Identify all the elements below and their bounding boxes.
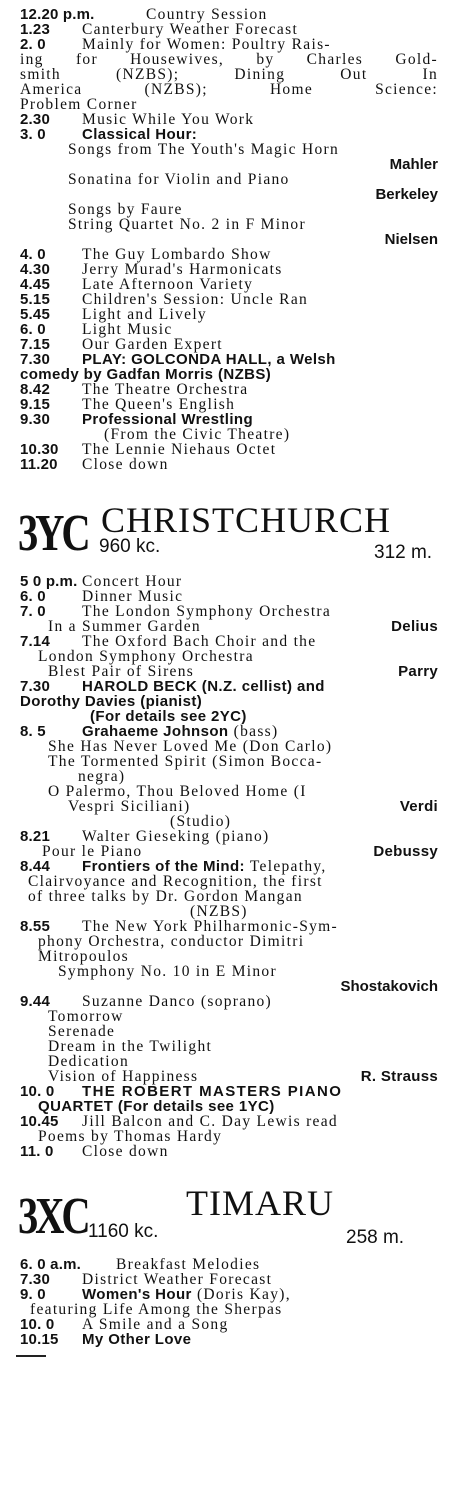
program-line: phony Orchestra, conductor Dimitri (38, 933, 305, 950)
work-line: Dream in the Twilight (48, 1038, 213, 1055)
program-entry: 8.44 Frontiers of the Mind: Telepathy, Clairvoyance and Recognition, the first of three talks by Dr. Gordon Mangan (NZBS) (20, 859, 438, 919)
station-frequency: 960 kc. (99, 536, 161, 557)
program-title: A Smile and a Song (82, 1316, 229, 1333)
program-entry (20, 1144, 438, 1159)
work-title: Symphony No. 10 in E Minor (58, 963, 277, 980)
program-entry (20, 292, 438, 307)
program-title: Canterbury Weather Forecast (82, 21, 299, 38)
program-entry (20, 277, 438, 292)
program-entry (20, 724, 438, 829)
program-entry (20, 247, 438, 262)
station-header-3xc (18, 1183, 438, 1253)
program-title: Country Session (146, 6, 268, 23)
program-entry (20, 202, 438, 217)
program-title: THE ROBERT MASTERS PIANO (82, 1083, 343, 1100)
program-title: Jill Balcon and C. Day Lewis read (82, 1113, 338, 1130)
time: 10. 0 (20, 1083, 55, 1100)
time: 1.23 (20, 21, 50, 38)
program-entry (20, 604, 438, 634)
program-title: Mainly for Women: Poultry Rais- (82, 36, 331, 53)
program-listing-top (0, 0, 451, 472)
program-entry (20, 22, 438, 37)
work-note: (Studio) (170, 813, 232, 830)
time: 4. 0 (20, 246, 46, 263)
program-entry (20, 1317, 438, 1332)
time: 7.14 (20, 633, 50, 650)
work-line (20, 664, 438, 679)
program-entry (20, 1272, 438, 1287)
station-call-sign: 3YC (18, 505, 88, 562)
program-title: The Guy Lombardo Show (82, 246, 272, 263)
program-line: comedy by Gadfan Morris (NZBS) (20, 366, 272, 383)
program-entry (20, 1257, 438, 1272)
program-title: The Lennie Niehaus Octet (82, 441, 277, 458)
work-line: O Palermo, Thou Beloved Home (I (48, 783, 307, 800)
program-line: America (NZBS); Home Science: (20, 81, 438, 98)
time: 9.30 (20, 411, 50, 428)
performer: Grahaeme Johnson (82, 723, 229, 740)
program-entry (20, 322, 438, 337)
station-wavelength: 312 m. (374, 542, 433, 563)
program-line: smith (NZBS); Dining Out In (20, 66, 438, 83)
time: 5.15 (20, 291, 50, 308)
program-entry (20, 457, 438, 472)
program-title: My Other Love (82, 1331, 192, 1348)
time: 10. 0 (20, 1316, 55, 1333)
program-title: Late Afternoon Variety (82, 276, 254, 293)
program-entry (20, 679, 438, 724)
time: 6. 0 (20, 588, 46, 605)
program-title: District Weather Forecast (82, 1271, 273, 1288)
program-title: Children's Session: Uncle Ran (82, 291, 309, 308)
work-title: Sonatina for Violin and Piano (68, 171, 290, 188)
program-title: Close down (82, 456, 169, 473)
performer-note: (bass) (228, 723, 279, 740)
program-entry (20, 1084, 438, 1114)
program-title: Light Music (82, 321, 173, 338)
program-entry (20, 112, 438, 127)
program-title: The Theatre Orchestra (82, 381, 249, 398)
program-entry (20, 574, 438, 589)
station-city: TIMARU (186, 1183, 334, 1223)
work-line: Vision of Happiness R. Strauss (48, 1068, 438, 1085)
program-entry (20, 994, 438, 1084)
program-title: PLAY: GOLCONDA HALL, a Welsh (82, 351, 336, 368)
program-line: (NZBS) (190, 903, 248, 920)
time: 2.30 (20, 111, 50, 128)
time: 10.30 (20, 441, 59, 458)
program-entry (20, 127, 438, 142)
program-title: Our Garden Expert (82, 336, 223, 353)
program-line: London Symphony Orchestra (38, 648, 254, 665)
program-title: The Oxford Bach Choir and the (82, 633, 317, 650)
composer: Debussy (373, 843, 438, 860)
time: 10.15 (20, 1331, 59, 1348)
time: 3. 0 (20, 126, 46, 143)
station-call-sign: 3XC (18, 1188, 88, 1245)
program-entry (20, 262, 438, 277)
composer: Verdi (399, 798, 438, 815)
composer: Shostakovich (340, 978, 438, 995)
program-title: Suzanne Danco (soprano) (82, 993, 273, 1010)
program-title: Breakfast Melodies (116, 1256, 261, 1273)
program-entry (20, 37, 438, 112)
program-entry (20, 634, 438, 679)
time: 4.30 (20, 261, 50, 278)
time: 6. 0 (20, 321, 46, 338)
work-title: Songs by Faure (68, 201, 183, 218)
program-title: The London Symphony Orchestra (82, 603, 332, 620)
composer: R. Strauss (360, 1068, 438, 1085)
program-line: Mitropoulos (38, 948, 129, 965)
work-line: Vespri Siciliani) Verdi (68, 798, 438, 815)
program-title: Concert Hour (82, 573, 183, 590)
work-line (20, 619, 438, 634)
program-entry (20, 442, 438, 457)
program-title: Light and Lively (82, 306, 207, 323)
program-entry (20, 217, 438, 247)
work-title: Songs from The Youth's Magic Horn (68, 141, 340, 158)
program-title: Walter Gieseking (piano) (82, 828, 270, 845)
work-line: Serenade (48, 1023, 116, 1040)
work-line (20, 844, 438, 859)
time: 10.45 (20, 1113, 59, 1130)
program-entry (20, 829, 438, 859)
composer: Nielsen (384, 231, 438, 248)
composer: Delius (391, 618, 438, 635)
program-title: The Queen's English (82, 396, 236, 413)
composer: Parry (398, 663, 438, 680)
program-line: Clairvoyance and Recognition, the first (28, 873, 323, 890)
work-line: Tomorrow (48, 1008, 124, 1025)
work-line: The Tormented Spirit (Simon Bocca- (48, 753, 323, 770)
program-title: Professional Wrestling (82, 411, 254, 428)
program-line: Poems by Thomas Hardy (38, 1128, 223, 1145)
program-entry (20, 7, 438, 22)
program-line: Problem Corner (20, 96, 138, 113)
program-title: Frontiers of the Mind: (82, 858, 245, 875)
time: 7.30 (20, 351, 50, 368)
time: 12.20 p.m. (20, 6, 95, 23)
program-line: of three talks by Dr. Gordon Mangan (28, 888, 303, 905)
time: 6. 0 a.m. (20, 1256, 82, 1273)
program-entry (20, 142, 438, 172)
program-entry (20, 1114, 438, 1144)
time: 8.44 (20, 858, 50, 875)
station-header-3yc (18, 500, 438, 570)
time: 2. 0 (20, 36, 46, 53)
program-entry: 9. 0 Women's Hour (Doris Kay), featuring Life Among the Sherpas (20, 1287, 438, 1317)
time: 4.45 (20, 276, 50, 293)
program-title: Classical Hour: (82, 126, 198, 143)
program-entry (20, 589, 438, 604)
time: 11. 0 (20, 1143, 54, 1160)
program-entry (20, 352, 438, 382)
program-title: Women's Hour (82, 1286, 192, 1303)
time: 9. 0 (20, 1286, 46, 1303)
time: 5 0 p.m. (20, 573, 78, 590)
time: 8.42 (20, 381, 50, 398)
program-title: The New York Philharmonic-Sym- (82, 918, 338, 935)
program-title: Music While You Work (82, 111, 255, 128)
program-title: Jerry Murad's Harmonicats (82, 261, 283, 278)
time: 7.30 (20, 1271, 50, 1288)
work-title: Pour le Piano (42, 843, 143, 860)
program-line: ing for Housewives, by Charles Gold- (20, 51, 438, 68)
composer: Mahler (389, 156, 438, 173)
work-line: Dedication (48, 1053, 130, 1070)
work-title: In a Summer Garden (48, 618, 201, 635)
program-line: Dorothy Davies (pianist) (20, 693, 203, 710)
time: 8.21 (20, 828, 50, 845)
station-wavelength: 258 m. (346, 1227, 405, 1248)
program-title: HAROLD BECK (N.Z. cellist) and (82, 678, 325, 695)
program-line: QUARTET (For details see 1YC) (38, 1098, 275, 1115)
composer: Berkeley (375, 186, 438, 203)
program-listing-3yc (0, 574, 451, 1159)
program-line: featuring Life Among the Sherpas (30, 1301, 283, 1318)
program-entry (20, 919, 438, 994)
time: 7.15 (20, 336, 50, 353)
time: 7.30 (20, 678, 50, 695)
program-title: Dinner Music (82, 588, 184, 605)
time: 8. 5 (20, 723, 46, 740)
program-entry (20, 172, 438, 202)
work-title: String Quartet No. 2 in F Minor (68, 216, 306, 233)
program-note: (For details see 2YC) (90, 708, 247, 725)
time: 5.45 (20, 306, 50, 323)
time: 7. 0 (20, 603, 46, 620)
time: 9.15 (20, 396, 50, 413)
work-line: She Has Never Loved Me (Don Carlo) (48, 738, 333, 755)
program-entry (20, 382, 438, 397)
divider-rule (16, 1355, 46, 1357)
time: 11.20 (20, 456, 58, 473)
program-entry (20, 337, 438, 352)
work-title: Blest Pair of Sirens (48, 663, 195, 680)
program-note: (From the Civic Theatre) (104, 426, 291, 443)
program-entry (20, 307, 438, 322)
work-line: negra) (78, 768, 126, 785)
program-listing-3xc (0, 1257, 451, 1347)
station-frequency: 1160 kc. (88, 1221, 159, 1242)
program-title: Close down (82, 1143, 169, 1160)
station-city: CHRISTCHURCH (101, 500, 392, 540)
program-entry (20, 1332, 438, 1347)
program-entry (20, 397, 438, 412)
time: 9.44 (20, 993, 50, 1010)
time: 8.55 (20, 918, 50, 935)
program-entry (20, 412, 438, 442)
